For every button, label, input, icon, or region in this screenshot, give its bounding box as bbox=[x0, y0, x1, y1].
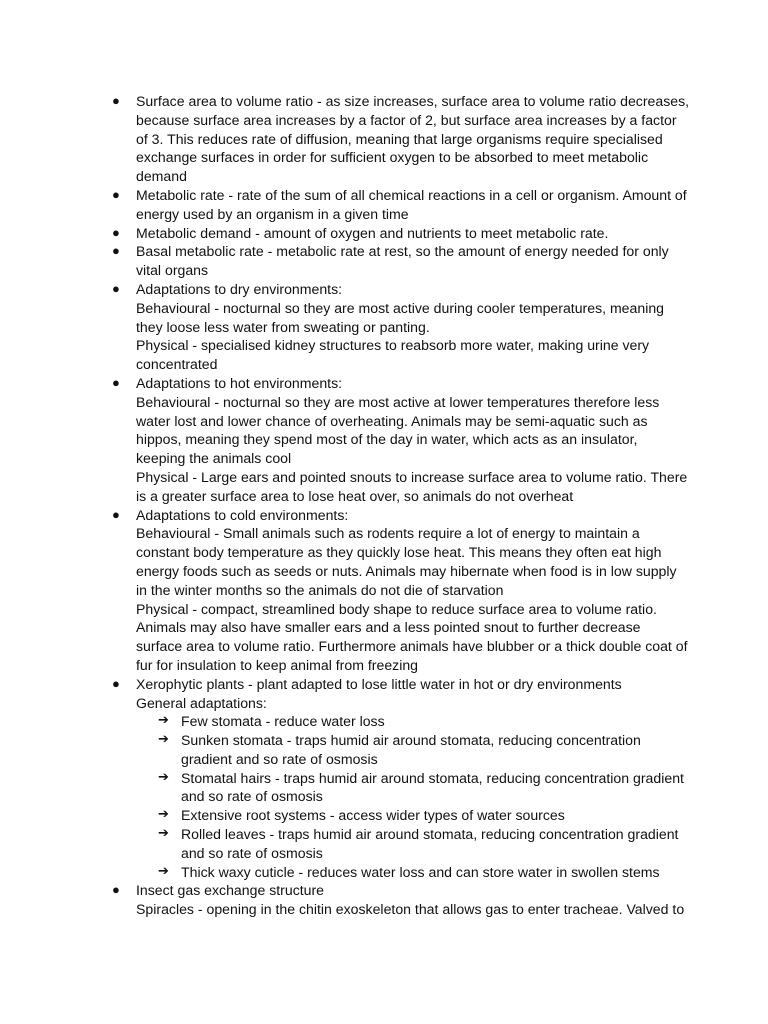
text-line: Adaptations to dry environments: bbox=[136, 280, 343, 297]
text-line: Metabolic rate - rate of the sum of all chemical reactions in a cell or organism. Amount of bbox=[136, 186, 687, 203]
text-line: and so rate of osmosis bbox=[181, 844, 323, 861]
text-line: constant body temperature as they quickly lose heat. This means they often eat high bbox=[136, 544, 662, 561]
bullet-icon: ● bbox=[112, 280, 120, 296]
text-line: Animals may also have smaller ears and a less pointed snout to further decrease bbox=[136, 619, 641, 636]
text-line: Metabolic demand - amount of oxygen and nutrients to meet metabolic rate. bbox=[136, 224, 609, 241]
text-line: water lost and lower chance of overheating. Animals may be semi-aquatic such as bbox=[136, 412, 648, 429]
sub-item-root-systems bbox=[136, 806, 692, 825]
list-item-basal-rate bbox=[112, 242, 692, 280]
text-line: Spiracles - opening in the chitin exoskeleton that allows gas to enter tracheae. Valved to bbox=[136, 901, 685, 918]
list-item-hot-environments bbox=[112, 374, 692, 506]
text-line: surface area to volume ratio. Furthermore animals have blubber or a thick double coat of bbox=[136, 638, 688, 655]
sub-item-stomatal-hairs bbox=[136, 769, 692, 807]
text-line: Rolled leaves - traps humid air around stomata, reducing concentration gradient bbox=[181, 826, 679, 843]
text-line: Few stomata - reduce water loss bbox=[181, 713, 385, 730]
bullet-icon: ● bbox=[112, 506, 120, 522]
text-line: keeping the animals cool bbox=[136, 450, 292, 467]
text-line: hippos, meaning they spend most of the day in water, which acts as an insulator, bbox=[136, 431, 638, 448]
text-line: Physical - specialised kidney structures to reabsorb more water, making urine very bbox=[136, 337, 650, 354]
text-line: concentrated bbox=[136, 356, 218, 373]
sub-item-sunken-stomata bbox=[136, 731, 692, 769]
arrow-bullet-icon: ➔ bbox=[158, 826, 169, 842]
arrow-bullet-icon: ➔ bbox=[158, 863, 169, 879]
text-line: in the winter months so the animals do not die of starvation bbox=[136, 581, 504, 598]
bullet-icon: ● bbox=[112, 243, 120, 259]
list-item-metabolic-demand bbox=[112, 224, 692, 243]
arrow-bullet-icon: ➔ bbox=[158, 713, 169, 729]
text-line: Thick waxy cuticle - reduces water loss and can store water in swollen stems bbox=[181, 863, 660, 880]
bullet-icon: ● bbox=[112, 93, 120, 108]
text-line: Adaptations to hot environments: bbox=[136, 374, 343, 391]
text-line: Behavioural - nocturnal so they are most active at lower temperatures therefore less bbox=[136, 393, 660, 410]
text-line: is a greater surface area to lose heat over, so animals do not overheat bbox=[136, 487, 574, 504]
text-line: fur for insulation to keep animal from freezing bbox=[136, 656, 419, 673]
arrow-bullet-icon: ➔ bbox=[158, 732, 169, 748]
bullet-icon: ● bbox=[112, 186, 120, 202]
text-line: Insect gas exchange structure bbox=[136, 882, 325, 899]
sub-item-waxy-cuticle bbox=[136, 863, 692, 882]
text-line: they loose less water from sweating or panting. bbox=[136, 318, 430, 335]
text-line: Stomatal hairs - traps humid air around stomata, reducing concentration gradient bbox=[181, 769, 684, 786]
arrow-bullet-icon: ➔ bbox=[158, 807, 169, 823]
arrow-bullet-icon: ➔ bbox=[158, 769, 169, 785]
text-line: Xerophytic plants - plant adapted to lose little water in hot or dry environments bbox=[136, 675, 622, 692]
text-line: exchange surfaces in order for sufficient oxygen to be absorbed to meet metabolic bbox=[136, 149, 649, 166]
text-line: gradient and so rate of osmosis bbox=[181, 750, 378, 767]
sub-item-rolled-leaves bbox=[136, 825, 692, 863]
text-line: of 3. This reduces rate of diffusion, meaning that large organisms require specialised bbox=[136, 130, 663, 147]
bullet-icon: ● bbox=[112, 882, 120, 898]
text-line: energy foods such as seeds or nuts. Animals may hibernate when food is in low supply bbox=[136, 562, 677, 579]
bullet-icon: ● bbox=[112, 675, 120, 691]
text-line: demand bbox=[136, 168, 187, 185]
text-line: General adaptations: bbox=[136, 694, 267, 711]
text-line: Adaptations to cold environments: bbox=[136, 506, 349, 523]
list-item-cold-environments bbox=[112, 506, 692, 675]
text-line: vital organs bbox=[136, 262, 209, 279]
notes-list bbox=[112, 92, 692, 919]
list-item-sa-volume bbox=[112, 92, 692, 186]
bullet-icon: ● bbox=[112, 224, 120, 240]
text-line: Surface area to volume ratio - as size increases, surface area to volume ratio decreases, bbox=[136, 93, 690, 109]
text-line: Physical - Large ears and pointed snouts to increase surface area to volume ratio. There bbox=[136, 468, 688, 485]
list-item-xerophytic-plants bbox=[112, 675, 692, 713]
text-line: energy used by an organism in a given time bbox=[136, 205, 409, 222]
text-line: Physical - compact, streamlined body shape to reduce surface area to volume ratio. bbox=[136, 600, 657, 617]
text-line: Extensive root systems - access wider types of water sources bbox=[181, 807, 565, 824]
list-item-metabolic-rate bbox=[112, 186, 692, 224]
list-item-dry-environments bbox=[112, 280, 692, 374]
list-item-insect-gas-exchange bbox=[112, 881, 692, 919]
text-line: Basal metabolic rate - metabolic rate at rest, so the amount of energy needed for only bbox=[136, 243, 669, 260]
text-line: because surface area increases by a factor of 2, but surface area increases by a factor bbox=[136, 111, 677, 128]
text-line: Sunken stomata - traps humid air around stomata, reducing concentration bbox=[181, 732, 641, 749]
sub-item-few-stomata bbox=[136, 712, 692, 731]
text-line: and so rate of osmosis bbox=[181, 788, 323, 805]
text-line: Behavioural - Small animals such as rodents require a lot of energy to maintain a bbox=[136, 525, 640, 542]
bullet-icon: ● bbox=[112, 374, 120, 390]
text-line: Behavioural - nocturnal so they are most active during cooler temperatures, meaning bbox=[136, 299, 665, 316]
